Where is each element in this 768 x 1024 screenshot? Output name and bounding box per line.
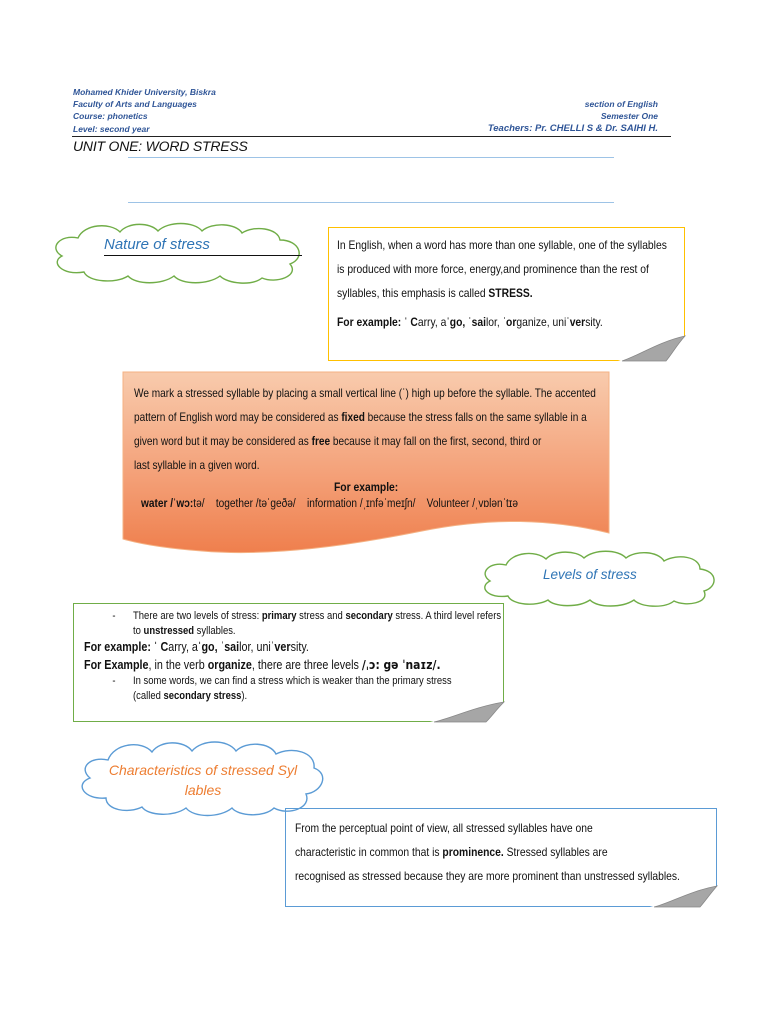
characteristics-label-line-2: lables xyxy=(184,782,222,798)
nature-example xyxy=(337,310,667,334)
marking-text xyxy=(134,381,596,477)
levels-ex2-label: For Example xyxy=(84,658,149,672)
title-underline xyxy=(128,157,614,158)
characteristics-line-1: From the perceptual point of view, all stressed syllables have one xyxy=(295,821,593,835)
nature-text xyxy=(337,233,667,334)
ex-sailor-rest: lor, ˈ xyxy=(485,315,507,329)
nature-line-3 xyxy=(337,281,667,305)
characteristics-line-2 xyxy=(295,840,680,864)
ex-sailor-mark: ˈ xyxy=(468,315,472,329)
characteristics-label-line-1: Characteristics of stressed Syl xyxy=(108,762,298,778)
ex-university-mark: ˈ xyxy=(566,315,570,329)
levels-example-1 xyxy=(84,639,501,656)
section-name: section of English xyxy=(584,99,658,109)
levels-b2-text: In some words, we can find a stress which is weaker than the primary stress xyxy=(133,675,452,687)
nature-example-label: For example: xyxy=(337,315,402,329)
characteristics-line-3: recognised as stressed because they are more prominent than unstressed syllables. xyxy=(295,869,680,883)
levels-cloud-label: Levels of stress xyxy=(543,567,637,582)
levels-ex1-i: sity. xyxy=(290,640,309,654)
marking-line-3-post: because it may fall on the first, second, third or xyxy=(330,434,542,448)
header-rule xyxy=(72,136,671,137)
levels-b1-post: stress. A third level refers xyxy=(392,610,502,622)
levels-b1-pre: There are two levels of stress: xyxy=(133,610,262,622)
nature-line-1: In English, when a word has more than one syllable, one of the syllables xyxy=(337,238,667,252)
fixed-keyword: fixed xyxy=(341,410,365,424)
ex-organize-stress: or xyxy=(506,315,517,329)
free-keyword: free xyxy=(311,434,331,448)
marking-line-3 xyxy=(134,429,596,453)
levels-bullet-2: - In some words, we can find a stress which is weaker than the primary stress xyxy=(112,675,452,687)
characteristics-text xyxy=(295,816,680,888)
unstressed-keyword: unstressed xyxy=(143,625,195,637)
level-name: Level: second year xyxy=(73,124,150,134)
faculty-name: Faculty of Arts and Languages xyxy=(73,99,197,109)
ex-ago-stress: ˈgo, xyxy=(446,315,469,329)
ex-water-end: tə/ xyxy=(193,498,205,510)
secondary-stress-keyword: secondary stress xyxy=(163,690,242,702)
nature-label-rule xyxy=(104,255,302,256)
page-title: UNIT ONE: WORD STRESS xyxy=(73,138,248,154)
levels-ex2-post: , there are three levels xyxy=(251,658,362,672)
organize-keyword: organize xyxy=(207,658,252,672)
levels-ex1-h: ver xyxy=(274,640,291,654)
nature-fold-corner xyxy=(618,336,686,362)
prominence-keyword: prominence. xyxy=(442,845,504,859)
levels-fold-corner xyxy=(430,702,505,723)
course-name: Course: phonetics xyxy=(73,111,148,121)
nature-cloud-shape xyxy=(48,222,304,284)
marking-line-1: We mark a stressed syllable by placing a small vertical line (ˈ) high up before the syllable. The accented xyxy=(134,386,596,400)
organize-phonetic: /ˌɔ: gə ˈnaɪz/. xyxy=(361,657,441,672)
levels-ex1-g: ˈ xyxy=(270,640,275,654)
levels-bullet-1: - There are two levels of stress: primary stress and secondary stress. A third level refers xyxy=(112,610,502,622)
levels-ex1-b: arry, a xyxy=(168,640,198,654)
marking-line-2-pre: pattern of English word may be considered as xyxy=(134,410,342,424)
ex-university-rest: sity. xyxy=(585,315,603,329)
levels-ex2-mid: , in the verb xyxy=(148,658,208,672)
levels-ex1-c: ˈgo, xyxy=(197,640,221,654)
levels-ex1-a: ˈ C xyxy=(153,640,169,654)
ex-water: water /ˈwɔ: xyxy=(141,498,194,510)
semester-name: Semester One xyxy=(600,111,658,121)
levels-b1l2-pre: to xyxy=(133,625,144,637)
levels-b2l2-pre: (called xyxy=(133,690,164,702)
levels-b1l2-post: syllables. xyxy=(194,625,236,637)
marking-line-4: last syllable in a given word. xyxy=(134,458,260,472)
ex-information: information /ˌɪnfəˈmeɪʃn/ xyxy=(306,498,416,510)
levels-ex1-label: For example: xyxy=(84,640,154,654)
ex-volunteer: Volunteer /ˌvɒlənˈtɪə xyxy=(426,498,519,510)
levels-b2l2-post: ). xyxy=(241,690,248,702)
ex-sailor-stress: sai xyxy=(471,315,486,329)
marking-examples xyxy=(141,498,518,510)
marking-line-2-post: because the stress falls on the same syllable in a xyxy=(364,410,587,424)
marking-line-3-pre: given word but it may be considered as xyxy=(134,434,312,448)
separator-line xyxy=(128,202,614,203)
levels-text xyxy=(84,609,501,704)
marking-example-label: For example: xyxy=(334,480,399,494)
primary-keyword: primary xyxy=(261,610,297,622)
levels-bullet-1-line-2 xyxy=(84,624,501,639)
nature-line-2: is produced with more force, energy,and prominence than the rest of xyxy=(337,262,649,276)
levels-example-2 xyxy=(84,656,501,674)
levels-ex1-f: lor, uni xyxy=(239,640,271,654)
stress-keyword: STRESS. xyxy=(488,286,533,300)
characteristics-fold-corner xyxy=(650,886,718,908)
ex-together: together /təˈgeðə/ xyxy=(215,498,296,510)
levels-ex1-e: sai xyxy=(224,640,240,654)
characteristics-cloud-label xyxy=(90,760,316,800)
characteristics-line-2-pre: characteristic in common that is xyxy=(295,845,443,859)
levels-ex1-d: ˈ xyxy=(220,640,225,654)
ex-organize-rest: ganize, uni xyxy=(516,315,567,329)
ex-carry-stress: ˈ C xyxy=(401,315,418,329)
ex-carry-rest: arry, a xyxy=(417,315,447,329)
nature-cloud-label: Nature of stress xyxy=(104,236,210,253)
characteristics-line-2-post: Stressed syllables are xyxy=(503,845,608,859)
university-name: Mohamed Khider University, Biskra xyxy=(73,87,216,97)
levels-bullet-2-line-2 xyxy=(84,689,501,704)
ex-university-stress: ver xyxy=(569,315,586,329)
levels-b1-mid: stress and xyxy=(296,610,346,622)
nature-line-3-text: syllables, this emphasis is called xyxy=(337,286,489,300)
marking-line-2 xyxy=(134,405,596,429)
teachers-name: Teachers: Pr. CHELLI S & Dr. SAIHI H. xyxy=(487,123,658,134)
secondary-keyword: secondary xyxy=(345,610,393,622)
